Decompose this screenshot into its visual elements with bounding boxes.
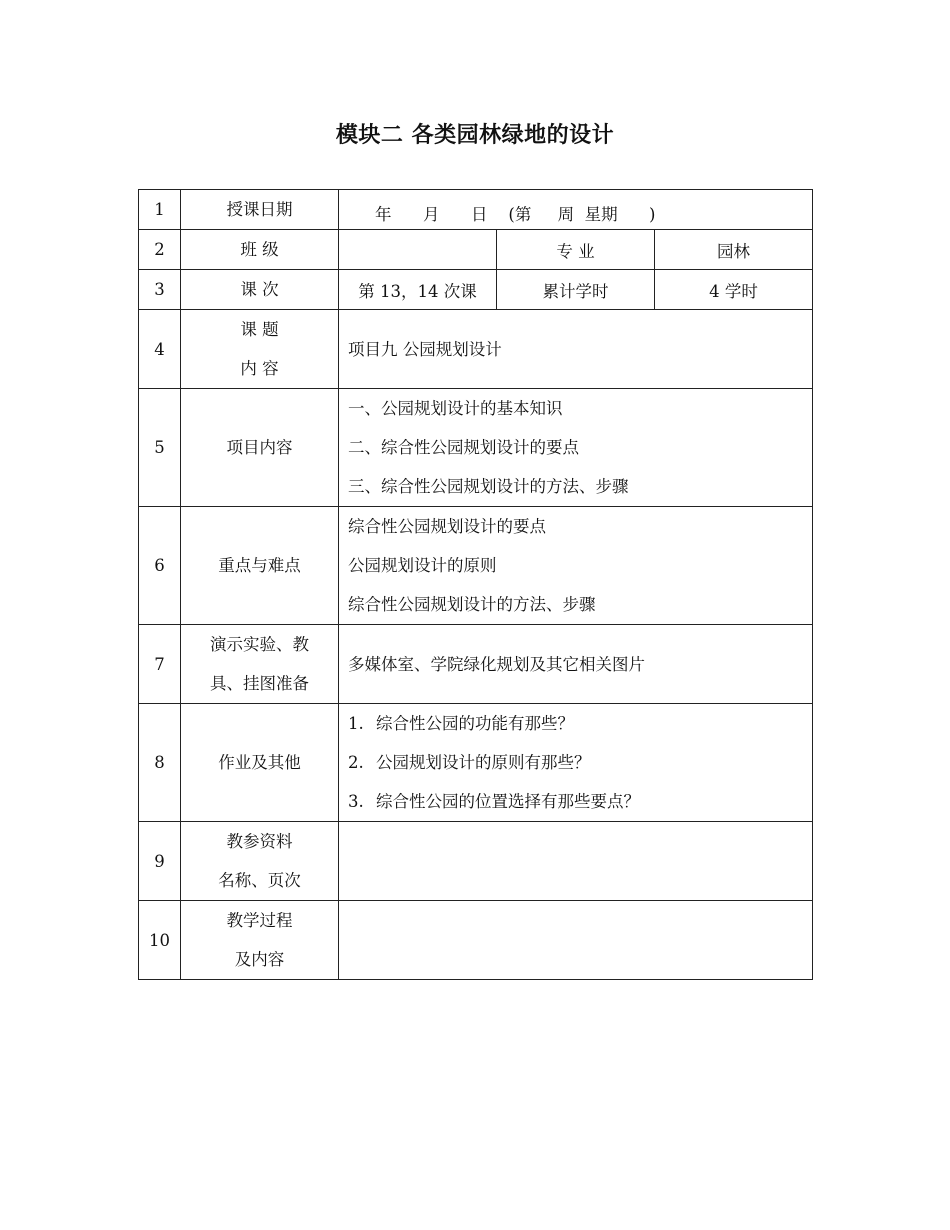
key-points-value (339, 507, 813, 625)
row-number: 10 (139, 901, 181, 980)
page-title: 模块二 各类园林绿地的设计 (335, 123, 615, 148)
project-content-label: 项目内容 (181, 389, 339, 507)
references-label-line: 教参资料 (226, 832, 293, 851)
item-text: 公园规划设计的原则有那些？ (376, 753, 591, 772)
homework-label: 作业及其他 (181, 704, 339, 822)
item-number: 2. (348, 753, 364, 772)
item-text: 综合性公园的功能有那些？ (376, 714, 574, 733)
list-item (348, 782, 812, 821)
lesson-count-label: 课 次 (181, 270, 339, 310)
references-value (339, 822, 813, 901)
topic-label-line: 课 题 (240, 320, 279, 339)
project-content-value (339, 389, 813, 507)
teaching-date-text: 年 月 日 (第 周 星期 ) (375, 205, 656, 224)
list-item: 一、公园规划设计的基本知识 (348, 399, 563, 418)
item-number: 1. (348, 714, 364, 733)
table-row (139, 310, 813, 389)
teaching-process-label-line: 及内容 (234, 950, 285, 969)
list-item: 二、综合性公园规划设计的要点 (348, 438, 579, 457)
row-number: 2 (139, 230, 181, 270)
topic-label-line: 内 容 (240, 359, 279, 378)
row-number: 8 (139, 704, 181, 822)
materials-label (181, 625, 339, 704)
materials-label-line: 具、挂图准备 (210, 674, 309, 693)
list-item: 公园规划设计的原则 (348, 556, 497, 575)
references-label (181, 822, 339, 901)
materials-text: 多媒体室、学院绿化规划及其它相关图片 (348, 654, 645, 674)
class-value (339, 230, 497, 270)
major-value: 园林 (655, 230, 813, 270)
table-row (139, 389, 813, 507)
row-number: 3 (139, 270, 181, 310)
table-row (139, 901, 813, 980)
table-row (139, 822, 813, 901)
total-hours-value: 4 学时 (655, 270, 813, 310)
row-number: 9 (139, 822, 181, 901)
list-item (348, 704, 812, 743)
list-item: 综合性公园规划设计的方法、步骤 (348, 595, 596, 614)
table-row (139, 230, 813, 270)
total-hours-label: 累计学时 (497, 270, 655, 310)
row-number: 1 (139, 190, 181, 230)
teaching-process-label (181, 901, 339, 980)
table-row (139, 625, 813, 704)
teaching-process-value (339, 901, 813, 980)
class-label: 班 级 (181, 230, 339, 270)
teaching-process-label-line: 教学过程 (226, 911, 293, 930)
table-row (139, 190, 813, 230)
list-item: 综合性公园规划设计的要点 (348, 517, 546, 536)
item-text: 综合性公园的位置选择有那些要点？ (376, 792, 640, 811)
materials-value (339, 625, 813, 704)
teaching-date-value (339, 190, 813, 230)
table-row (139, 507, 813, 625)
topic-value (339, 310, 813, 389)
row-number: 5 (139, 389, 181, 507)
lesson-count-value: 第 13，14 次课 (339, 270, 497, 310)
row-number: 7 (139, 625, 181, 704)
row-number: 6 (139, 507, 181, 625)
teaching-date-label: 授课日期 (181, 190, 339, 230)
item-number: 3. (348, 792, 364, 811)
topic-label (181, 310, 339, 389)
row-number: 4 (139, 310, 181, 389)
materials-label-line: 演示实验、教 (210, 635, 309, 654)
key-points-label: 重点与难点 (181, 507, 339, 625)
list-item (348, 743, 812, 782)
lesson-plan-table (138, 189, 813, 980)
references-label-line: 名称、页次 (218, 871, 301, 890)
list-item: 三、综合性公园规划设计的方法、步骤 (348, 477, 629, 496)
table-row (139, 270, 813, 310)
topic-text: 项目九 公园规划设计 (348, 339, 502, 359)
homework-value (339, 704, 813, 822)
table-row (139, 704, 813, 822)
major-label: 专 业 (497, 230, 655, 270)
